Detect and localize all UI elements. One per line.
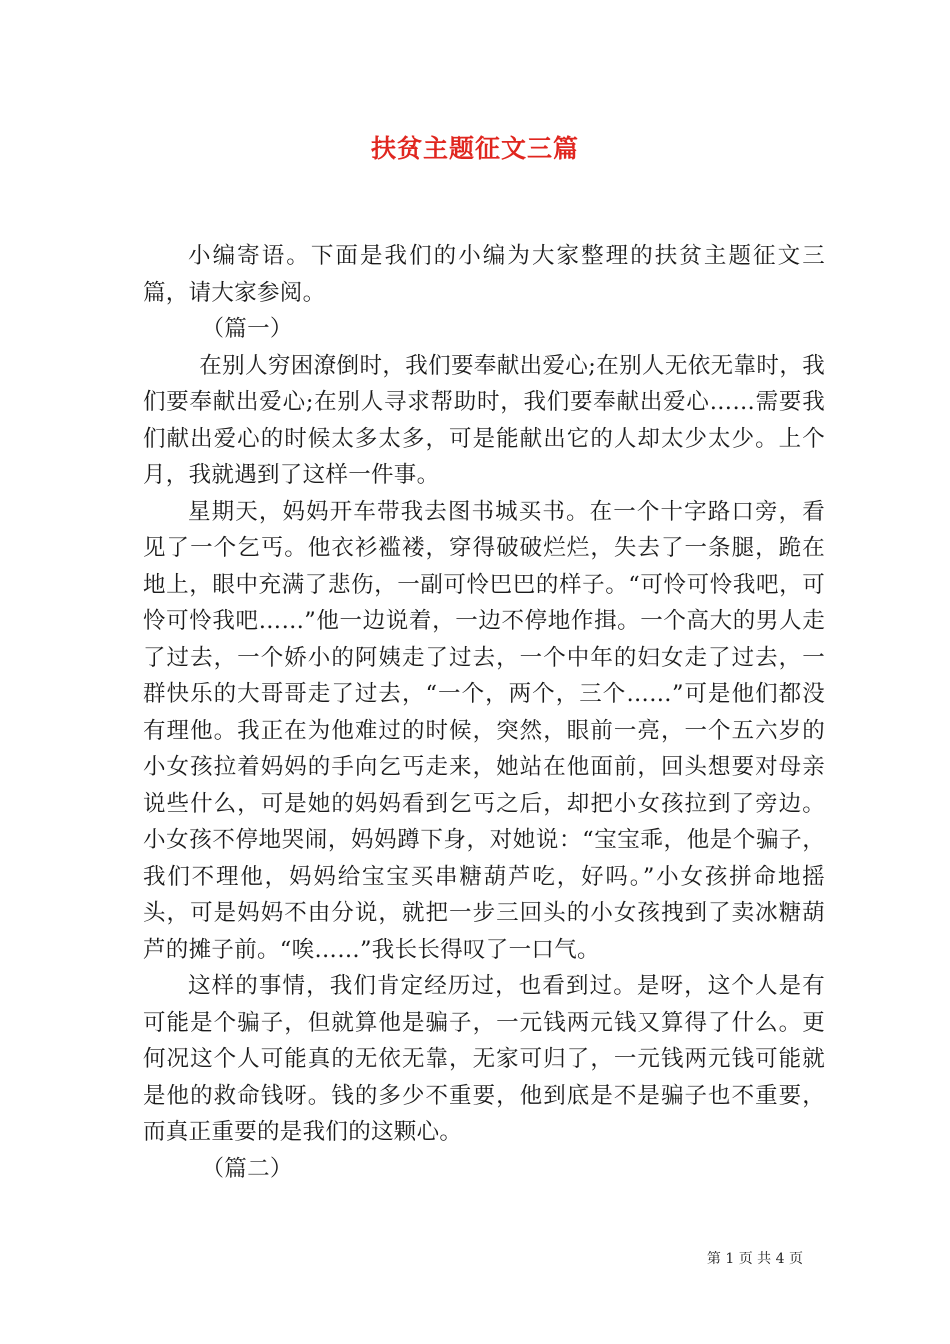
document-title: 扶贫主题征文三篇 [370, 134, 579, 163]
chapter-heading-2: （篇二） [201, 1155, 293, 1182]
chapter-heading-1: （篇一） [201, 316, 293, 342]
body-paragraph: 在别人穷困潦倒时，我们要奉献出爱心;在别人无依无靠时，我们要奉献出爱心;在别人寻求帮助时，我们要奉献出爱心……需要我们献出爱心的时候太多太多，可是能献出它的人却太少太少。上个月，我就遇到了这样一件事。 [143, 352, 825, 488]
intro-paragraph: 小编寄语。下面是我们的小编为大家整理的扶贫主题征文三篇，请大家参阅。 [143, 243, 825, 306]
document-body [143, 238, 825, 1187]
page-number: 第 1 页 共 4 页 [706, 1251, 803, 1267]
body-paragraph: 星期天，妈妈开车带我去图书城买书。在一个十字路口旁，看见了一个乞丐。他衣衫褴褛，穿得破破烂烂，失去了一条腿，跪在地上，眼中充满了悲伤，一副可怜巴巴的样子。“可怜可怜我吧，可怜可怜我吧……”他一边说着，一边不停地作揖。一个高大的男人走了过去，一个娇小的阿姨走了过去，一个中年的妇女走了过去，一群快乐的大哥哥走了过去，“一个，两个，三个……”可是他们都没有理他。我正在为他难过的时候，突然，眼前一亮，一个五六岁的小女孩拉着妈妈的手向乞丐走来，她站在他面前，回头想要对母亲说些什么，可是她的妈妈看到乞丐之后，却把小女孩拉到了旁边。小女孩不停地哭闹，妈妈蹲下身，对她说：“宝宝乖，他是个骗子，我们不理他，妈妈给宝宝买串糖葫芦吃，好吗。”小女孩拼命地摇头，可是妈妈不由分说，就把一步三回头的小女孩拽到了卖冰糖葫芦的摊子前。“唉……”我长长得叹了一口气。 [143, 498, 825, 963]
body-paragraph: 这样的事情，我们肯定经历过，也看到过。是呀，这个人是有可能是个骗子，但就算他是骗子，一元钱两元钱又算得了什么。更何况这个人可能真的无依无靠，无家可归了，一元钱两元钱可能就是他的救命钱呀。钱的多少不重要，他到底是不是骗子也不重要，而真正重要的是我们的这颗心。 [143, 973, 825, 1145]
